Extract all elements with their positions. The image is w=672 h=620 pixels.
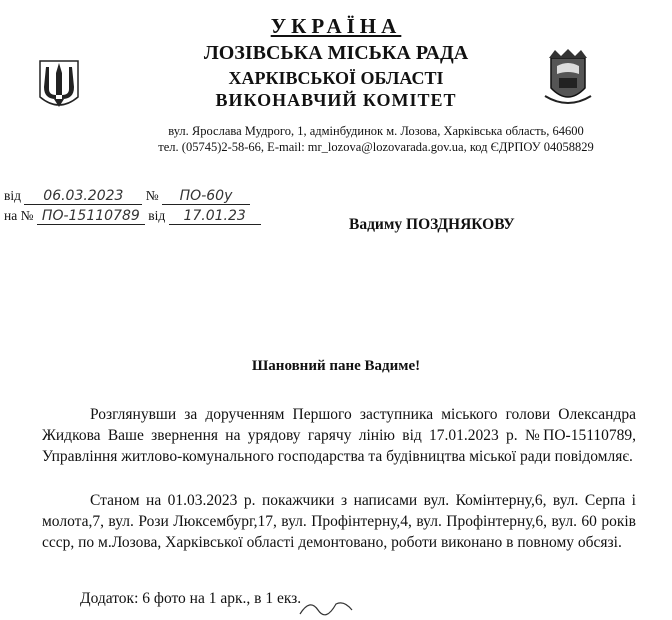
country-title: УКРАЇНА bbox=[270, 14, 402, 38]
reply-label: на № bbox=[4, 208, 34, 223]
outgoing-date: 06.03.2023 bbox=[24, 188, 142, 205]
contact-line: тел. (05745)2-58-66, E-mail: mr_lozova@lozovarada.gov.ua, код ЄДРПОУ 04058829 bbox=[158, 140, 594, 154]
body-paragraph bbox=[42, 404, 636, 467]
reply-number: ПО-15110789 bbox=[37, 208, 145, 225]
incoming-reference bbox=[4, 208, 261, 225]
greeting: Шановний пане Вадиме! bbox=[251, 358, 421, 374]
reply-date: 17.01.23 bbox=[169, 208, 261, 225]
address-line: вул. Ярослава Мудрого, 1, адмінбудинок м. Лозова, Харківська область, 64600 bbox=[168, 124, 584, 138]
signature-mark bbox=[296, 592, 356, 620]
committee-title: ВИКОНАВЧИЙ КОМІТЕТ bbox=[215, 90, 457, 110]
trident-icon bbox=[38, 55, 80, 113]
paragraph-text: Станом на 01.03.2023 р. покажчики з написами вул. Комінтерну,6, вул. Серпа і молота,7, вул. Рози Люксембург,17, вул. Профінтерну,4, вул. Профінтерну,6, вул. 60 років ссср, по м.Лозова, Харківської області демонтовано, роботи виконано в повному обсязі. bbox=[42, 492, 636, 551]
city-coat-of-arms-icon bbox=[543, 48, 593, 108]
annex-note: Додаток: 6 фото на 1 арк., в 1 екз. bbox=[80, 590, 302, 607]
recipient-name: Вадиму ПОЗДНЯКОВУ bbox=[349, 216, 515, 233]
reply-date-label: від bbox=[148, 208, 166, 223]
outgoing-number: ПО-60у bbox=[162, 188, 250, 205]
region-title: ХАРКІВСЬКОЇ ОБЛАСТІ bbox=[228, 68, 444, 88]
paragraph-text: Розглянувши за дорученням Першого заступника міського голови Олександра Жидкова Ваше звернення на урядову гарячу лінію від 17.01.2023 р. №ПО-15110789, Управління житлово-комунального господарства та будівництва міської ради повідомляє. bbox=[42, 406, 636, 465]
council-title: ЛОЗІВСЬКА МІСЬКА РАДА bbox=[203, 42, 469, 64]
body-paragraph bbox=[42, 490, 636, 553]
from-label: від bbox=[4, 188, 21, 203]
outgoing-reference bbox=[4, 188, 250, 205]
number-label: № bbox=[145, 188, 159, 203]
